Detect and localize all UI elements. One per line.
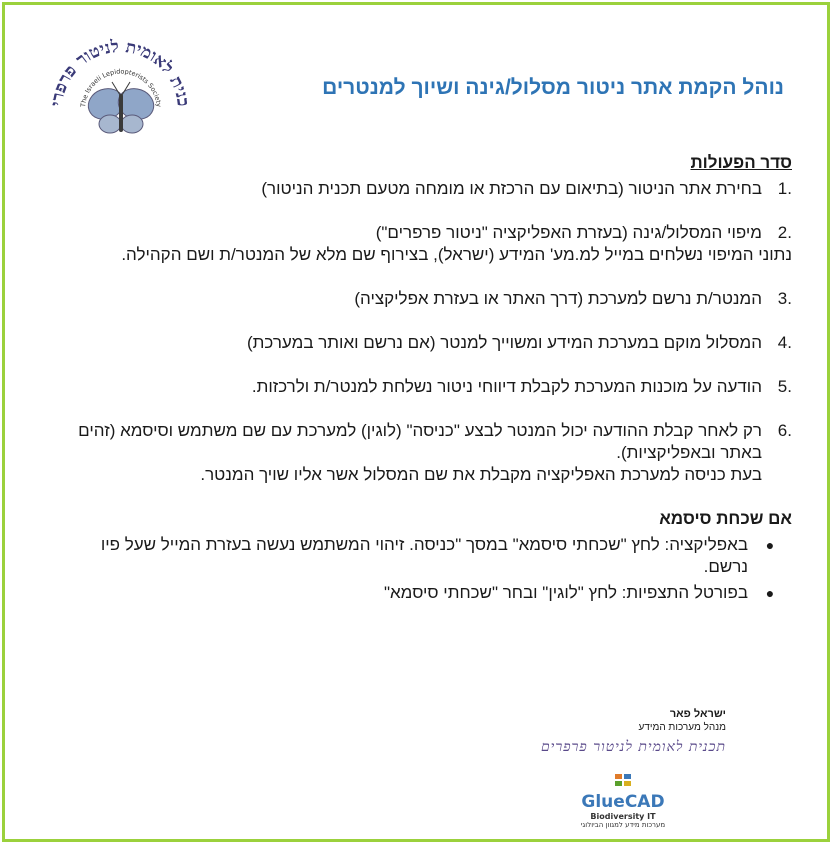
step-text: בעת כניסה למערכת האפליקציה מקבלת את שם המסלול אשר אליו שויך המנטר. <box>200 465 762 484</box>
gluecad-logo <box>568 772 678 829</box>
step-number: .2 <box>777 223 792 242</box>
bullet-dot-icon: ● <box>765 585 775 601</box>
bullet-item <box>62 582 792 604</box>
gluecad-subtitle: Biodiversity IT <box>590 812 656 821</box>
forgot-password-heading: אם שכחת סיסמא <box>659 509 792 528</box>
step-item <box>62 376 792 398</box>
gluecad-brand: GlueCAD <box>581 792 665 812</box>
step-number: .6 <box>777 421 792 440</box>
step-number: .4 <box>777 333 792 352</box>
step-number: .3 <box>777 289 792 308</box>
step-text: נתוני המיפוי נשלחים במייל למ.מע' המידע (ישראל), בצירוף שם מלא של המנטר/ת ושם הקהילה. <box>121 245 792 264</box>
step-item <box>62 420 792 486</box>
logo-english-ring: The Israeli Lepidopterists Society <box>79 67 163 108</box>
step-number: .5 <box>777 377 792 396</box>
step-text: רק לאחר קבלת ההודעה יכול המנטר לבצע "כניסה" (לוגין) למערכת עם שם משתמש וסיסמא (זהים באתר ובאפליקציות). <box>78 421 762 462</box>
step-item <box>62 288 792 310</box>
signature-role: מנהל מערכות המידע <box>638 722 726 733</box>
signature-name: ישראל פאר <box>669 708 726 720</box>
step-number: .1 <box>777 179 792 198</box>
step-text: המנטר/ת נרשם למערכת (דרך האתר או בעזרת אפליקציה) <box>354 289 762 308</box>
step-item <box>62 178 792 200</box>
logo-hebrew-ring: כנית לאומית לניטור פרפרי <box>47 36 193 108</box>
gluecad-mark-icon <box>613 772 633 788</box>
step-text: מיפוי המסלול/גינה (בעזרת האפליקציה "ניטור פרפרים") <box>375 223 762 242</box>
step-text: הודעה על מוכנות המערכת לקבלת דיווחי ניטור נשלחת למנטר/ת ולרכזות. <box>251 377 762 396</box>
bullet-text: בפורטל התצפיות: לחץ "לוגין" ובחר "שכחתי סיסמא" <box>383 583 748 602</box>
page-title: נוהל הקמת אתר ניטור מסלול/גינה ושיוך למנטרים <box>322 76 784 99</box>
document-body <box>62 152 792 608</box>
step-text: בחירת אתר הניטור (בתיאום עם הרכזת או מומחה מטעם תכנית הניטור) <box>261 179 762 198</box>
bullet-text: באפליקציה: לחץ "שכחתי סיסמא" במסך "כניסה. זיהוי המשתמש נעשה בעזרת המייל שעל פיו נרשם. <box>100 535 748 576</box>
step-item <box>62 332 792 354</box>
step-item <box>62 222 792 266</box>
bullet-dot-icon: ● <box>765 537 775 553</box>
gluecad-hebrew: מערכות מידע למגוון הביולוגי <box>580 821 666 829</box>
signature-script: תכנית לאומית לניטור פרפרים <box>540 739 726 755</box>
society-logo <box>40 18 200 168</box>
signature-block <box>496 708 726 756</box>
butterfly-icon <box>84 82 158 133</box>
actions-heading: סדר הפעולות <box>690 153 792 172</box>
bullet-item <box>62 534 792 578</box>
step-text: המסלול מוקם במערכת המידע ומשוייך למנטר (אם נרשם ואותר במערכת) <box>247 333 762 352</box>
